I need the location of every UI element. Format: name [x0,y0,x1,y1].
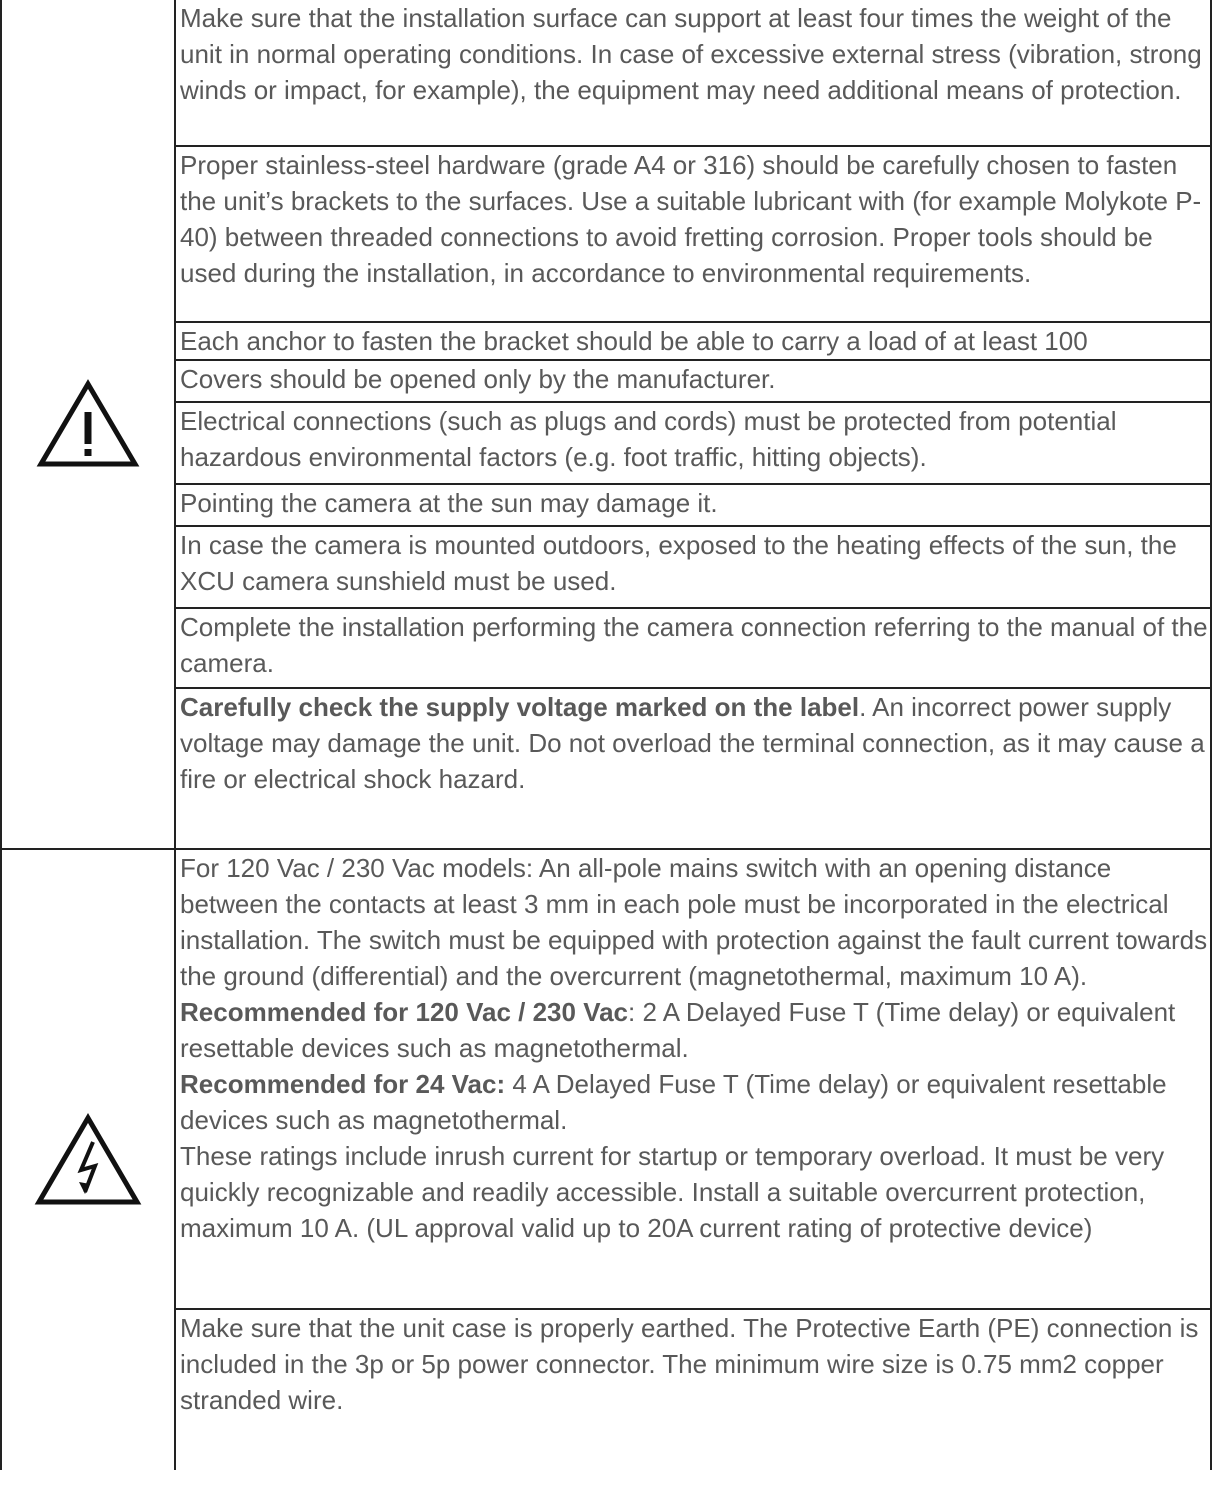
warning-text-column [176,0,1212,848]
warning-item [176,609,1210,689]
warning-item [176,361,1210,403]
warning-item-text: In case the camera is mounted outdoors, exposed to the heating effects of the sun, the XCU camera sunshield must be used. [180,530,1177,596]
electrical-item [176,1310,1210,1470]
warning-item [176,0,1210,147]
warning-item-text: Covers should be opened only by the manufacturer. [180,364,776,394]
recommended-120-230-label: Recommended for 120 Vac / 230 Vac [180,997,629,1027]
earthing-text: Make sure that the unit case is properly earthed. The Protective Earth (PE) connection is included in the 3p or 5p power connector. The minimum wire size is 0.75 mm2 copper stranded wire. [180,1313,1199,1415]
warning-item [176,323,1210,361]
electrical-section [0,848,1212,1470]
recommended-120-230-text [180,994,1210,1066]
ratings-text: These ratings include inrush current for startup or temporary overload. It must be very quickly recognizable and readily accessible. Install a suitable overcurrent protection, maximum 10 A. (UL approval valid up to 20A current rating of protective device) [180,1141,1165,1243]
warning-item [176,527,1210,609]
warning-item [176,485,1210,527]
supply-voltage-emphasis: Carefully check the supply voltage marked on the label [180,692,860,722]
warning-item [176,147,1210,323]
warning-item-text [180,689,1210,797]
recommended-24-detail: 4 A Delayed Fuse T (Time delay) or equivalent resettable devices such as magnetothermal. [180,1069,1167,1135]
recommended-24-text [180,1066,1210,1138]
electrical-icon-cell [0,850,176,1470]
warning-icon-cell [0,0,176,848]
warning-item-text: Each anchor to fasten the bracket should be able to carry a load of at least 100 [180,326,1088,356]
warning-item [176,689,1210,805]
warning-item-text: Make sure that the installation surface can support at least four times the weight of the unit in normal operating conditions. In case of excessive external stress (vibration, strong winds or impact, for example), the equipment may need additional means of protection. [180,3,1202,105]
recommended-120-230-detail: : 2 A Delayed Fuse T (Time delay) or equivalent resettable devices such as magnetothermal. [180,997,1176,1063]
warning-item [176,403,1210,485]
warning-item-text: Electrical connections (such as plugs and cords) must be protected from potential hazardous environmental factors (e.g. foot traffic, hitting objects). [180,406,1117,472]
electrical-text-column [176,850,1212,1470]
electrical-hazard-icon [33,1112,143,1208]
supply-voltage-rest: . An incorrect power supply voltage may damage the unit. Do not overload the terminal connection, as it may cause a fire or electrical shock hazard. [180,692,1205,794]
warning-triangle-icon [36,378,140,470]
electrical-item [176,850,1210,1310]
warning-item-text: Proper stainless-steel hardware (grade A4 or 316) should be carefully chosen to fasten the unit’s brackets to the surfaces. Use a suitable lubricant with (for example Molykote P-40) between threaded connections to avoid fretting corrosion. Proper tools should be used during the installation, in accordance to environmental requirements. [180,150,1202,288]
warning-item-text: Complete the installation performing the camera connection referring to the manual of the camera. [180,612,1208,678]
mains-switch-text: For 120 Vac / 230 Vac models: An all-pole mains switch with an opening distance between the contacts at least 3 mm in each pole must be incorporated in the electrical installation. The switch must be equipped with protection against the fault current towards the ground (differential) and the overcurrent (magnetothermal, maximum 10 A). [180,853,1208,991]
warning-item-text: Pointing the camera at the sun may damage it. [180,488,718,518]
recommended-24-label: Recommended for 24 Vac: [180,1069,506,1099]
